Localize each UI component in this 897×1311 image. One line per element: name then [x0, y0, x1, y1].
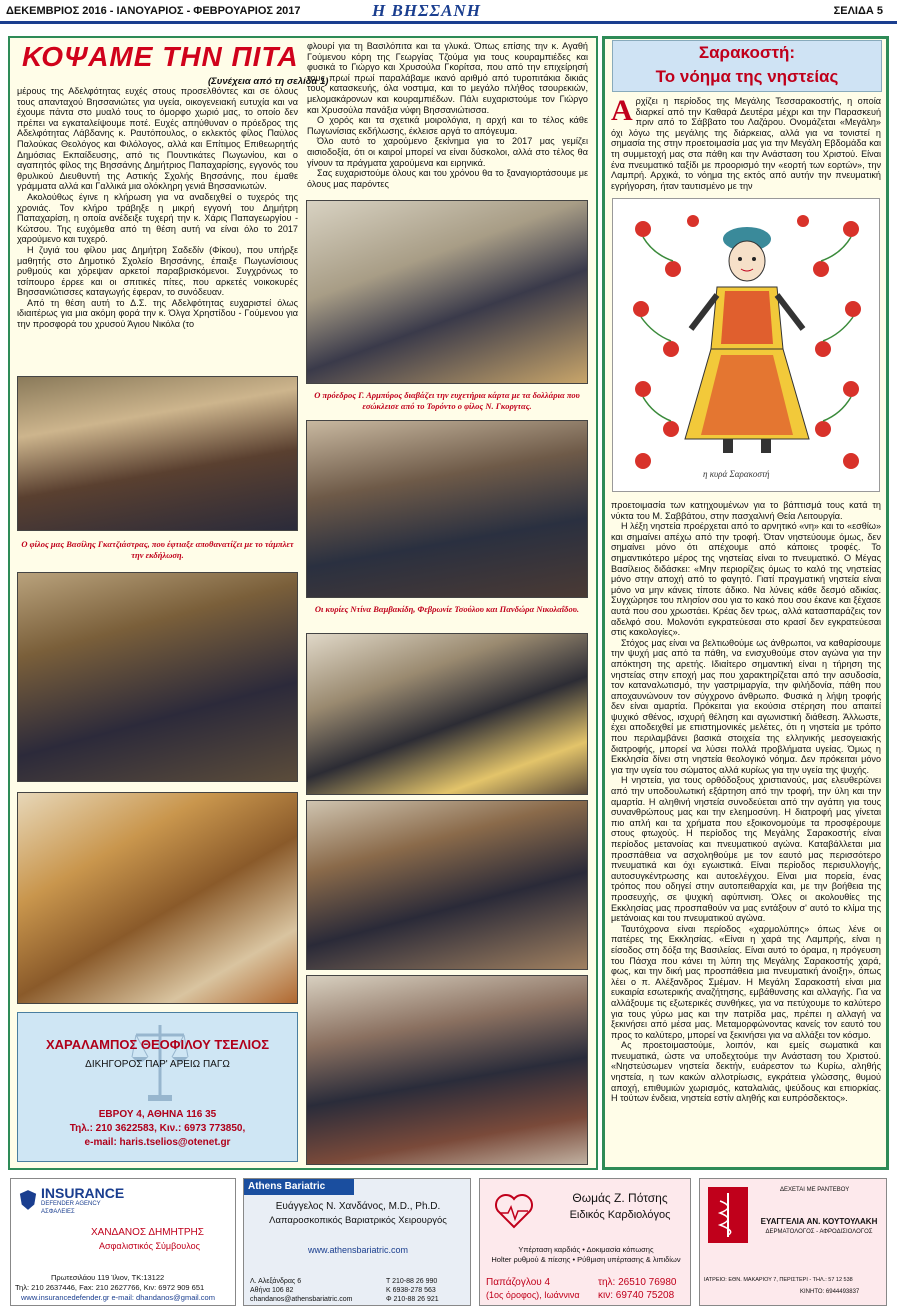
insurance-role: Ασφαλιστικός Σύμβουλος — [99, 1241, 200, 1251]
cardio-services-2: Holter ρυθμού & πίεσης • Ρύθμιση υπέρτασης & λιπιδίων — [491, 1255, 681, 1264]
bariatric-phone: Τ 210-88 26 990 — [386, 1278, 438, 1285]
insurance-logo — [19, 1185, 129, 1219]
article-title: ΚΟΨΑΜΕ ΤΗΝ ΠΙΤΑ — [22, 41, 299, 72]
illustration-caption: η κυρά Σαρακοστή — [703, 469, 770, 479]
heart-icon — [494, 1193, 534, 1229]
insurance-brand: INSURANCE — [41, 1185, 125, 1201]
paragraph: Στόχος μας είναι να βελτιωθούμε ως άνθρωποι, να καθαρίσουμε την ψυχή μας από τα πάθη, να ενισχυθούμε στον αγώνα για την απόκτηση της αρετής. Ιδιαίτερο σημαντική είναι η τήρηση της νηστείας στην εποχή μας που χαρακτηρίζεται από την ασυδοσία, τον καταναλωτισμό, την γαστριμαργία, την φιλήδονία, πάθη που αποχαυνώνουν τον σύγχρονο άνθρωπο. Φυσικά η λήψη τροφής δεν είναι αμαρτία. Πρόκειται για εκούσια στέρηση που απαιτεί ψυχικό σθένος, ισχυρή θέληση και αγωνιστική διάθεση. Άλλωστε, έχει αποδειχθεί με επιστημονικές μελέτες, ότι η νηστεία με τρόπο που περιλαμβάνει βασικά στοιχεία της ελληνικής μεσογειακής διατροφής, μπορεί να λύσει πολλά προβλήματα υγείας. Όμως η Εκκλησία δίνει στη νηστεία θεολογικό νόημα. Δεν πρόκειται μόνο για την υγεία του σώματος αλλά κυρίως για την υγεία της ψυχής. — [611, 637, 881, 775]
ladies-photo — [306, 420, 588, 598]
audience-photo — [306, 975, 588, 1165]
cardiologist-ad — [479, 1178, 691, 1306]
photo-caption: Ο πρόεδρος Γ. Αρμπύρος διαβάζει την ευχετήρια κάρτα με τα δολλάρια που εσώκλεισε από το Τορόντο ο φίλος Ν. Γκοργτας. — [314, 390, 580, 411]
photo-caption: Ο φίλος μας Βασίλης Γκατζιάστρας, που έφτιαξε αποθανατίζει με το τάμπλετ την εκδήλωση. — [21, 539, 294, 560]
president-speech-photo — [306, 200, 588, 384]
paragraph: Σας ευχαριστούμε όλους και του χρόνου θα το ξαναγιορτάσουμε με όλους μας παρόντες — [307, 168, 588, 189]
kyra-sarakosti-drawing — [613, 199, 881, 493]
event-photo-tablet — [17, 376, 298, 531]
paragraph: μέρους της Αδελφότητας ευχές στους προσελθόντες και σε όλους τους απανταχού Βησσανιώτες για υγεία, οικογενειακή ευτυχία και να έχουμε πάντα στο μυαλό τους το όμορφο χωριό μας, το οποίο δεν πρέπει να εγκαταλείψουμε ποτέ. Ευχές απηύθυναν ο πρόεδρος της Αδελφότητας Λάβδανης κ. Ραυτόπουλος, ο εκλεκτός φίλος Παύλος Παλούκας Θεολόγος και Φιλόλογος, αλλά και Επίτιμος Επιθεωρητής Δημόσιας Εκπαίδευσης, από τις Πουντικάτες Πωγωνίου, και ο αγαπητός φίλος της Βησσάνης Δημήτριος Παπαχαρίσης, εγγονός του θρυλικού Διευθυντή της Αστικής Σχολής Βησσάνης, που έμαθε γράμματα αλλά και Γαλλικά μια ολόκληρη γενιά Βησσανιωτών. — [17, 86, 298, 192]
insurance-ad — [10, 1178, 236, 1306]
sarakosti-intro — [611, 96, 881, 192]
lawyer-ad — [17, 1012, 298, 1162]
paragraph: Ο χορός και τα σχετικά μοιρολόγια, η αρχή και το τέλος κάθε Πωγωνίσιας εκδήλωσης, έκλεισε αργά το απόγευμα. — [307, 115, 588, 136]
page-number: ΣΕΛΙΔΑ 5 — [833, 5, 883, 17]
continued-note: (Συνέχεια από τη σελίδα 1) — [208, 76, 329, 87]
bariatric-ad — [243, 1178, 471, 1306]
bariatric-mobile: Κ 6938-278 563 — [386, 1287, 436, 1294]
page-header — [0, 0, 897, 24]
insurance-web: www.insurancedefender.gr e-mail: dhandanos@gmail.com — [21, 1293, 215, 1302]
derma-specialty: ΔΕΡΜΑΤΟΛΟΓΟΣ - ΑΦΡΟΔΙΣΙΟΛΟΓΟΣ — [765, 1229, 873, 1235]
bariatric-address-1: Λ. Αλεξάνδρας 6 — [250, 1278, 302, 1285]
insurance-address: Πρωτεσιλάου 119 Ίλιον, ΤΚ:13122 — [51, 1273, 165, 1282]
cardio-mobile: κιν: 69740 75208 — [598, 1290, 675, 1301]
paragraph: Η λέξη νηστεία προέρχεται από το αρνητικό «νη» και το «εσθίω» και σημαίνει απέχω από την τροφή. Όταν νηστεύουμε όμως, δεν σημαίνει μόνο ότι απέχουμε από κάποιες τροφές. Το σημαντικότερο μέρος της νηστείας είναι το πνευματικό. Ο Μέγας Βασίλειος διδάσκει: «Μην περιορίζεις όμως το καλό της νηστείας μόνο στην αποχή από το φαγητό. Γιατί πραγματική νηστεία είναι μόνο να μην κάνεις τίποτε άδικο. Να λύνεις κάθε δεσμό αδικίας. Συγχώρησε του πλησίον σου για το κακό που σου έκανε και ξέχασε αυτά που σου χρωστάει. Κρέας δεν τρως, αλλά κατασπαράζεις τον αδελφό σου. Μολονότι εγκρατεύεσαι στο κρασί δεν εγκρατεύεσαι στις κακολογίες». — [611, 521, 881, 638]
sarakosti-title-line1: Σαρακοστή: — [698, 43, 796, 62]
insurance-phones: Τηλ: 210 2637446, Fax: 210 2627766, Κιν: 6972 909 651 — [15, 1283, 205, 1292]
drop-cap: Α — [611, 96, 633, 127]
derma-header: ΔΕΧΕΤΑΙ ΜΕ ΡΑΝΤΕΒΟΥ — [780, 1187, 850, 1193]
insurance-brand-sub: DEFENDER AGENCY — [41, 1201, 101, 1207]
lawyer-email: e-mail: haris.tselios@otenet.gr — [84, 1137, 231, 1148]
newspaper-title: Η ΒΗΣΣΑΝΗ — [372, 1, 481, 20]
sarakosti-title-box — [612, 40, 882, 92]
event-photo-music — [17, 572, 298, 782]
photo-caption: Οι κυρίες Ντίνα Βαμβακίδη, Φεβρωνίε Τσούλου και Πανδώρα Νικολαΐδου. — [314, 604, 580, 614]
derma-address: ΙΑΤΡΕΙΟ: ΕΘΝ. ΜΑΚΑΡΙΟΥ 7, ΠΕΡΙΣΤΕΡΙ - ΤΗΛ.: 57 12 538 — [704, 1277, 853, 1283]
bariatric-specialty: Λαπαροσκοπικός Βαριατρικός Χειρουργός — [269, 1215, 447, 1226]
paragraph: Ακολούθως έγινε η κλήρωση για να αναδειχθεί ο τυχερός της χρονιάς. Τον κλήρο τράβηξε η μικρή εγγονή του Δημήτρη Παπαχαρίση, η οποία ανέδειξε τυχερή την κ. Χάρις Παπαγεωργίου - Κώτσου. Της ευχόμεθα από τη θέση αυτή να είναι όλο το 2017 χαρούμενο και τυχερό. — [17, 191, 298, 245]
paragraph: Όλο αυτό το χαρούμενο ξεκίνημα για το 2017 μας γεμίζει αισιοδοξία, ότι οι καιροί μπορεί να είναι δύσκολοι, αλλά στο τέλος θα γίνουν τα πράγματα χαρούμενα και ειρηνικά. — [307, 136, 588, 168]
dance-photo — [306, 800, 588, 970]
bariatric-address-2: Αθήνα 106 82 — [250, 1287, 294, 1294]
insurance-shield-icon — [19, 1189, 37, 1211]
sarakosti-body — [611, 500, 881, 1160]
paragraph: Ας προετοιμαστούμε, λοιπόν, και εμείς σωματικά και πνευματικά, ώστε να υποδεχτούμε την Ανάσταση του Χριστού. «Νηστεύσωμεν νηστεία δεκτήν, ευάρεστον τω Κυρίω, αληθής νηστεία, η των κακών αλλοτρίωσις, εγκράτεια γλώσσης, θυμού αποχή, επιθυμιών χωρισμός, καταλαλιάς, ψεύδους και επιορκίας. Η τούτων ένδεια, νηστεία εστίν αληθής και ευπρόσδεκτος». — [611, 1040, 881, 1104]
sarakosti-title-line2: Το νόημα της νηστείας — [655, 67, 839, 86]
lawyer-title: ΔΙΚΗΓΟΡΟΣ ΠΑΡ' ΑΡΕΙΩ ΠΑΓΩ — [85, 1059, 230, 1070]
priest-blessing-photo — [306, 633, 588, 795]
lawyer-address: ΕΒΡΟΥ 4, ΑΘΗΝΑ 116 35 — [98, 1109, 217, 1120]
cardio-services-1: Υπέρταση καρδιάς • Δοκιμασία κόπωσης — [518, 1245, 654, 1254]
dermatologist-ad — [699, 1178, 887, 1306]
bariatric-email: chandanos@athensbariatric.com — [250, 1296, 353, 1303]
paragraph: Από τη θέση αυτή το Δ.Σ. της Αδελφότητας ευχαριστεί όλως ιδιαιτέρως για μια ακόμη φορά την κ. Όλγα Χρηστίδου - Γούμενου για την προσφορά του χρυσού Άγιου Νικόλα (το — [17, 297, 298, 330]
bariatric-doctor: Ευάγγελος Ν. Χανδάνος, M.D., Ph.D. — [275, 1201, 441, 1212]
intro-text: ρχίζει η περίοδος της Μεγάλης Τεσσαρακοστής, η οποία διαρκεί από την Καθαρά Δευτέρα μέχρι και την Παρασκευή πριν από το Σάββατο του Λαζάρου. Ονομάζεται «Μεγάλη» όχι λόγω της μεγάλης της διάρκειας, αλλά για να τονιστεί η σημασία της στην προετοιμασία μας για την Μεγάλη Εβδομάδα και τη συμμετοχή μας στα πάθη και την Ανάσταση του Χριστού. Είναι ένα πνευματικό ταξίδι με προορισμό την «εορτή των εορτών», την Λαμπρή. Αρχικά, το νόημα της εκτός από αυτήν την πνευματική εγρήγορση, ήταν ταυτισμένο με την — [611, 96, 881, 191]
article-column-1 — [17, 86, 298, 368]
derma-doctor: ΕΥΑΓΓΕΛΙΑ ΑΝ. ΚΟΥΤΟΥΛΑΚΗ — [760, 1217, 878, 1226]
insurance-brand-sub2: ΑΣΦΑΛΕΙΕΣ — [41, 1209, 75, 1215]
bariatric-fax: Φ 210-88 26 921 — [386, 1296, 439, 1303]
cardio-doctor: Θωμάς Ζ. Πότσης — [572, 1191, 668, 1205]
cardio-phone: τηλ: 26510 76980 — [598, 1277, 677, 1288]
lawyer-phones: Τηλ.: 210 3622583, Κιν.: 6973 773850, — [69, 1123, 246, 1134]
kyra-sarakosti-illustration — [612, 198, 880, 492]
lawyer-name: ΧΑΡΑΛΑΜΠΟΣ ΘΕΟΦΙΛΟΥ ΤΣΕΛΙΟΣ — [45, 1037, 270, 1052]
issue-dates: ΔΕΚΕΜΒΡΙΟΣ 2016 - ΙΑΝΟΥΑΡΙΟΣ - ΦΕΒΡΟΥΑΡΙΟΣ 2017 — [6, 5, 301, 17]
derma-mobile: ΚΙΝΗΤΟ: 6944493837 — [800, 1289, 860, 1295]
event-photo-pies — [17, 792, 298, 1004]
bariatric-web: www.athensbariatric.com — [307, 1245, 409, 1255]
paragraph: Η νηστεία, για τους ορθόδοξους χριστιανούς, μας ελευθερώνει από την υποδουλωτική εξάρτηση από την τροφή, την ύλη και την αμαρτία. Η αληθινή νηστεία συνοδεύεται από την αγάπη για τους συνανθρώπους μας και την ελεημοσύνη. Η διατροφή μας γίνεται πιο απλή και τα χρήματα που εξοικονομούμε τα προσφέρουμε στους φτωχούς. Η περίοδος της Μεγάλης Σαρακοστής είναι περίοδος μετανοίας και πνευματικού αγώνα. Καταβάλλεται μια προσπάθεια να ασχοληθούμε με τον εαυτό μας περισσότερο πνευματικά και όχι εγωιστικά. Είναι περίοδος περισυλλογής, αυτοσυγκέντρωσης και αυτοελέγχου. Είναι μια πορεία, ένας τρόπος που οδηγεί στην αυτοπειθαρχία και, με την βοήθεια της προσευχής, σε ψυχική αφύπνιση. Όλες οι ακολουθίες της Εκκλησίας μας προσπαθούν να μας εντάξουν σ' αυτό το κλίμα της μετάνοιας και του πνευματικού αγώνα. — [611, 775, 881, 924]
bariatric-brand: Athens Bariatric — [244, 1179, 354, 1195]
cardio-address-1: Παπάζογλου 4 — [486, 1277, 551, 1288]
paragraph: προετοιμασία των κατηχουμένων για το βάπτισμά τους κατά τη νύκτα του Μ. Σαββάτου, στην πασχαλινή Θεία Λειτουργία. — [611, 500, 881, 521]
article-column-2 — [307, 41, 588, 199]
caduceus-icon — [708, 1187, 748, 1243]
cardio-address-2: (1ος όροφος), Ιωάννινα — [486, 1290, 580, 1300]
paragraph: φλουρί για τη Βασιλόπιτα και τα γλυκά. Όπως επίσης την κ. Αγαθή Γούμενου κόρη της Γεωργίας Τζούμα για τους κουραμπιέδες και φυσικά το Γιώργο και Χρυσούλα Γκορίτσα, που από την επιχείρησή τους πρωί πρωί παραλάβαμε ικανό αριθμό από τυροπιτάκια δικιάς τους κατασκευής, όλα νοστιμα, και το μεγάλο πλήθος τσουρεκιών, μελομακάρονων και κουραμπιέδων. Πάλι ευχαριστούμε τον Γιώργο και Χρυσούλα πανάξια νύφη Βησσανιώτισσα. — [307, 41, 588, 115]
insurance-agent: ΧΑΝΔΑΝΟΣ ΔΗΜΗΤΡΗΣ — [91, 1227, 204, 1238]
cardio-specialty: Ειδικός Καρδιολόγος — [569, 1209, 671, 1221]
paragraph: Ταυτόχρονα είναι περίοδος «χαρμολύπης» όπως λένε οι πατέρες της Εκκλησίας. «Είναι η χαρά της Λαμπρής, είναι η είσοδος στη δόξα της Βασιλείας. Είναι αυτό το όραμα, η πρόγευση του Πάσχα που κάνει τη λύπη της Μεγάλης Σαρακοστής χαρά, φως, και την δική μας προσπάθεια μια πνευματική άνοιξη», όπως λέει ο π. Αλέξανδρος Σμέμαν. Η Μεγάλη Σαρακοστή είναι μια ευκαιρία εσωτερικής αναζήτησης, εμβάθυνσης και αλλαγής. Για να αλλάξουμε τις εξωτερικές συνθήκες, για να πετύχουμε το καλύτερο για τους γύρω μας και την πατρίδα μας, πρέπει η αλλαγή να ξεκινήσει από μέσα μας. Μεταμορφώνοντας κανείς τον εαυτό του προς το καλύτερο, μπορεί να ξεκινήσει για να αλλάξει τον κόσμο. — [611, 923, 881, 1040]
paragraph: Η ζυγιά του φίλου μας Δημήτρη Σαδεδίν (Φίκου), που υπήρξε μαθητής στο Δημοτικό Σχολείο Βησσάνης, έπαιξε Πωγωνίσιους ρυθμούς και χόρεψαν αρκετοί παραβρισκόμενοι. Συγχρόνως το τσίπουρο έρρεε και οι σπιτικές πίτες, που αρκετές νοικοκυρές Βησσανιώτισσες καταγωγής έφεραν, το συνόδευαν. — [17, 244, 298, 298]
